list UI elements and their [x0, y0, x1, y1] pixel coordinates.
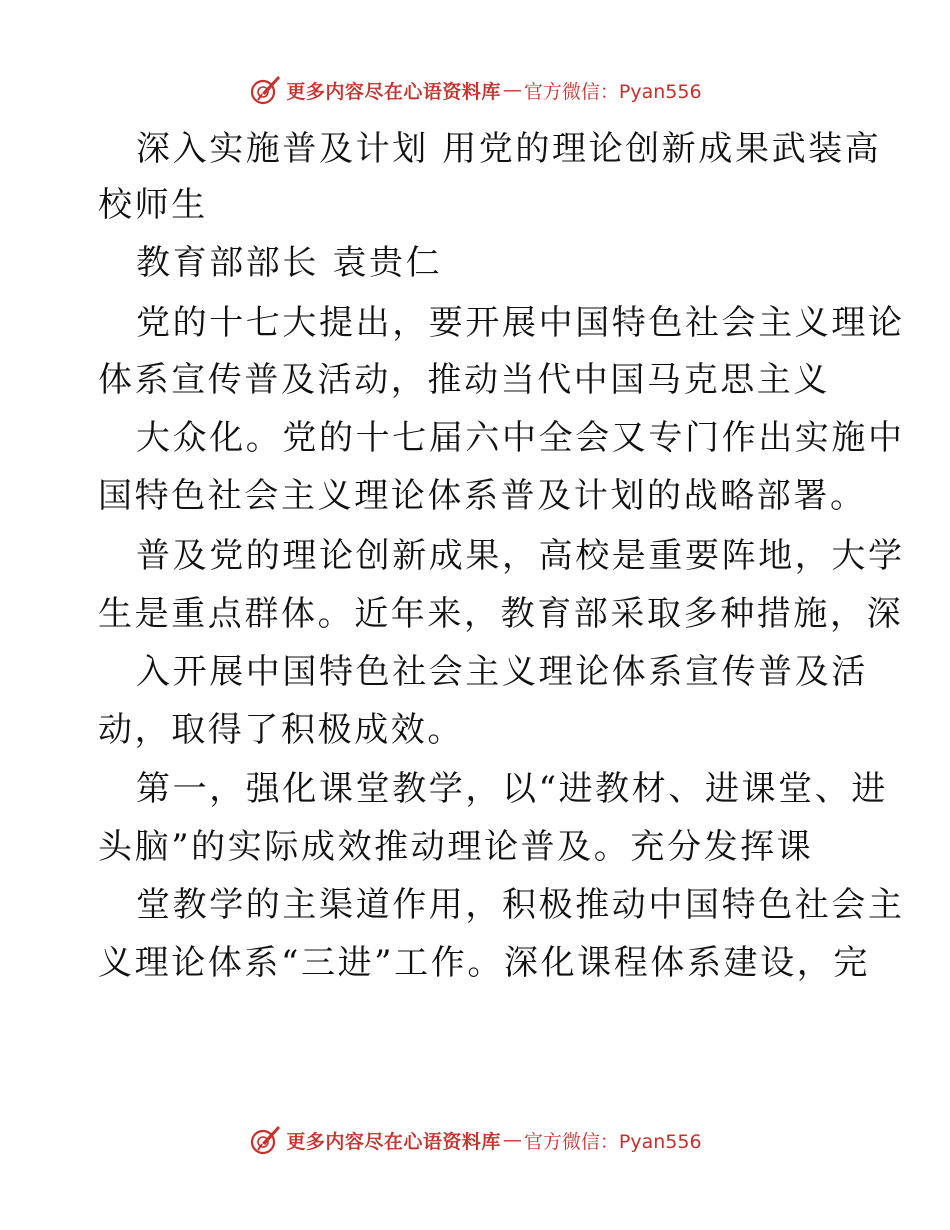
text-line: 入开展中国特色社会主义理论体系宣传普及活	[136, 652, 868, 692]
footer-brand-text: 更多内容尽在心语资料库	[286, 1130, 501, 1153]
text-line: 生是重点群体。近年来，教育部采取多种措施，深	[98, 594, 904, 634]
text-line: 堂教学的主渠道作用，积极推动中国特色社会主	[136, 885, 905, 925]
text-line: 大众化。党的十七届六中全会又专门作出实施中	[136, 418, 905, 458]
footer-wechat-text: 官方微信：Pyan556	[523, 1130, 702, 1153]
text-line: 普及党的理论创新成果，高校是重要阵地，大学	[136, 536, 905, 576]
article-author: 教育部部长 袁贵仁	[136, 243, 443, 283]
text-line: 义理论体系“三进”工作。深化课程体系建设，完	[98, 943, 870, 983]
article-title-line-2: 校师生	[98, 185, 208, 225]
text-line: 体系宣传普及活动，推动当代中国马克思主义	[98, 360, 830, 400]
footer-brand-dash: —	[502, 1129, 522, 1151]
text-line: 国特色社会主义理论体系普及计划的战略部署。	[98, 476, 867, 516]
quill-logo-icon	[248, 73, 282, 107]
footer-watermark	[0, 1120, 950, 1160]
text-line: 第一，强化课堂教学，以“进教材、进课堂、进	[136, 769, 888, 809]
header-watermark	[0, 70, 950, 110]
header-wechat-text: 官方微信：Pyan556	[523, 80, 702, 103]
text-line: 党的十七大提出，要开展中国特色社会主义理论	[136, 303, 905, 343]
header-brand-text: 更多内容尽在心语资料库	[286, 80, 501, 103]
quill-logo-icon	[248, 1123, 282, 1157]
text-line: 动，取得了积极成效。	[98, 710, 464, 750]
article-title-line-1: 深入实施普及计划 用党的理论创新成果武装高	[136, 129, 882, 169]
text-line: 头脑”的实际成效推动理论普及。充分发挥课	[98, 827, 814, 867]
header-brand-dash: —	[502, 79, 522, 101]
